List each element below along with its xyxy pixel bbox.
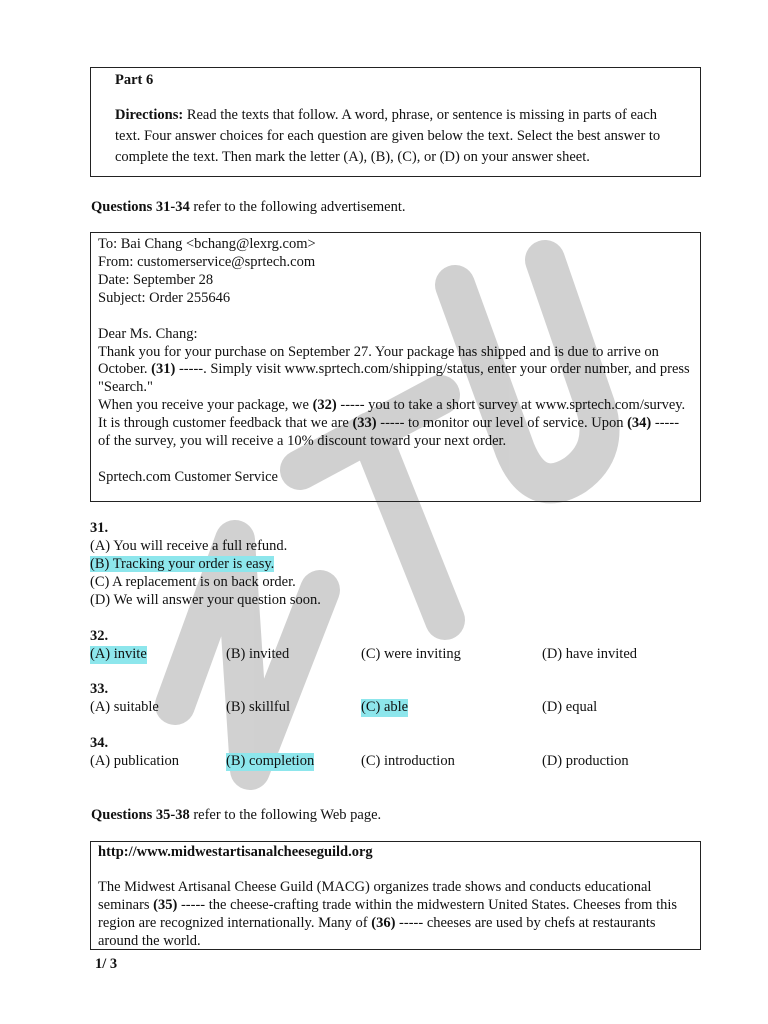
blank-32: (32) xyxy=(312,397,337,414)
blank-35: (35) xyxy=(153,896,178,913)
answer-option-selected[interactable]: (B) completion xyxy=(226,752,315,769)
page-number: 1/ 3 xyxy=(95,956,118,972)
web-text: ----- the cheese-crafting trade within the midwestern United States. Cheeses from this region are recognized internationally. Many of xyxy=(98,896,678,931)
email-paragraph-2 xyxy=(98,397,692,451)
question-33 xyxy=(90,681,710,717)
directions-paragraph xyxy=(115,105,676,168)
question-number: 32. xyxy=(90,628,109,644)
question-number: 33. xyxy=(90,681,109,697)
question-31 xyxy=(90,520,710,610)
section-intro-35-38 xyxy=(91,806,381,824)
section-intro-text: refer to the following Web page. xyxy=(189,807,382,823)
blank-36: (36) xyxy=(371,914,396,931)
section-range: Questions 35-38 xyxy=(91,807,190,823)
answer-option[interactable]: (A) publication xyxy=(90,752,179,769)
answer-option-selected[interactable]: (C) able xyxy=(361,698,409,715)
web-text: ----- cheeses are used by chefs at restaurants around the world. xyxy=(98,914,656,949)
question-34 xyxy=(90,735,710,771)
email-to: To: Bai Chang <bchang@lexrg.com> xyxy=(98,236,316,252)
answer-option-selected[interactable]: (B) Tracking your order is easy. xyxy=(90,555,275,572)
email-from: From: customerservice@sprtech.com xyxy=(98,253,316,270)
answer-option[interactable]: (D) have invited xyxy=(542,645,638,662)
answer-option[interactable]: (D) production xyxy=(542,752,629,769)
web-paragraph-1 xyxy=(98,879,692,951)
email-text: Thank you for your purchase on September 27. Your package has shipped and is due to arrive on October. xyxy=(98,343,659,378)
section-range: Questions 31-34 xyxy=(91,199,190,215)
blank-34: (34) xyxy=(627,415,652,432)
answer-option[interactable]: (D) We will answer your question soon. xyxy=(90,591,321,608)
email-text: -----. Simply visit www.sprtech.com/shipping/status, enter your order number, and press "Search." xyxy=(98,361,690,396)
email-subject: Subject: Order 255646 xyxy=(98,289,231,306)
answer-option[interactable]: (A) You will receive a full refund. xyxy=(90,537,288,554)
directions-label: Directions: xyxy=(115,107,184,123)
email-paragraph-1 xyxy=(98,344,692,398)
directions-box xyxy=(90,67,701,177)
directions-text: Read the texts that follow. A word, phrase, or sentence is missing in parts of each text. Four answer choices for each question are given below the text. Select the best answer to complete the text. Then mark the letter (A), (B), (C), or (D) on your answer sheet. xyxy=(115,107,661,165)
email-signature: Sprtech.com Customer Service xyxy=(98,468,278,485)
answer-option[interactable]: (B) invited xyxy=(226,645,290,662)
email-text: ----- to monitor our level of service. Upon xyxy=(376,415,628,432)
email-greeting: Dear Ms. Chang: xyxy=(98,325,198,342)
answer-option[interactable]: (C) A replacement is on back order. xyxy=(90,573,296,590)
web-page-box xyxy=(90,841,701,950)
answer-option[interactable]: (D) equal xyxy=(542,698,598,715)
email-date: Date: September 28 xyxy=(98,271,214,288)
web-text: The Midwest Artisanal Cheese Guild (MACG) organizes trade shows and conducts educational seminars xyxy=(98,878,652,913)
answer-option[interactable]: (A) suitable xyxy=(90,698,159,715)
blank-31: (31) xyxy=(151,361,176,378)
section-intro-31-34 xyxy=(91,198,406,216)
answer-option-selected[interactable]: (A) invite xyxy=(90,645,147,662)
question-32 xyxy=(90,628,710,664)
email-text: When you receive your package, we xyxy=(98,397,313,414)
question-number: 31. xyxy=(90,520,109,536)
question-number: 34. xyxy=(90,735,109,751)
answer-option[interactable]: (B) skillful xyxy=(226,698,291,715)
email-text: ----- of the survey, you will receive a 10% discount toward your next order. xyxy=(98,415,680,450)
web-url: http://www.midwestartisanalcheeseguild.org xyxy=(98,844,373,860)
blank-33: (33) xyxy=(352,415,377,432)
answer-option[interactable]: (C) introduction xyxy=(361,752,455,769)
email-text: ----- you to take a short survey at www.sprtech.com/survey. It is through customer feedback that we are xyxy=(98,397,686,432)
section-intro-text: refer to the following advertisement. xyxy=(189,199,406,215)
part-heading: Part 6 xyxy=(115,72,154,88)
answer-option[interactable]: (C) were inviting xyxy=(361,645,461,662)
email-box xyxy=(90,232,701,502)
